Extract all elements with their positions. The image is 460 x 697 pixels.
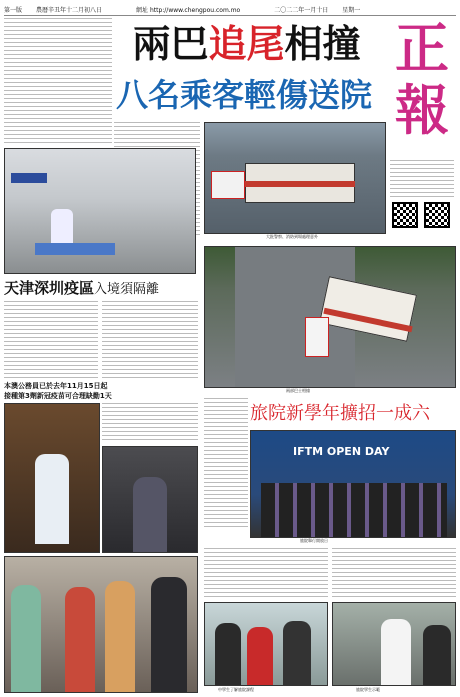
vaccination-photo	[4, 403, 100, 553]
bottom-left-caption: 中學生了解旅院課程	[218, 687, 254, 692]
student-2	[247, 627, 273, 686]
crowd-person-2	[65, 587, 95, 693]
bus-stripe	[245, 181, 355, 187]
tianjin-headline	[4, 277, 198, 299]
crowd-photo	[4, 556, 198, 693]
table	[35, 243, 115, 255]
person-shape	[133, 477, 167, 553]
student-4	[423, 625, 451, 686]
site-url[interactable]: 網址 http://www.chengpou.com.mo	[136, 6, 241, 14]
chef-1	[381, 619, 411, 686]
lead-body-text	[4, 18, 112, 146]
vaccine-photo-2	[102, 446, 198, 553]
vaccine-line-2: 接種第3劑新冠疫苗可合理缺勤1天	[4, 392, 112, 400]
road-crash-photo	[204, 246, 456, 388]
tianjin-text-1	[4, 301, 98, 379]
group-of-people	[261, 483, 447, 538]
school-photo-caption: 旅院舉行開放日	[300, 538, 328, 543]
date: 二〇二二年一月十日	[274, 6, 329, 14]
school-text-2	[204, 548, 328, 600]
lunar-date: 農曆辛丑年十二月初八日	[36, 6, 103, 14]
headline-line2: 八名乘客輕傷送院	[116, 76, 373, 114]
vaccine-text	[102, 403, 198, 443]
open-day-banner: IFTM OPEN DAY	[293, 445, 390, 458]
tent-sign	[11, 173, 47, 183]
bus-crash-photo	[204, 122, 386, 234]
bottom-right-caption: 旅院學生示範	[356, 687, 380, 692]
masthead-info	[390, 160, 454, 200]
bus-photo-caption: 大批警察、消防到場處理意外	[266, 234, 318, 239]
logo-char-2: 報	[395, 79, 449, 142]
crowd-person-3	[105, 581, 135, 693]
road-photo-caption: 兩部巴士相撞	[286, 388, 310, 393]
headline-part-a: 兩巴	[132, 22, 209, 66]
ambulance-shape	[211, 171, 245, 199]
page-header	[4, 3, 456, 16]
school-headline: 旅院新學年擴招一成六	[250, 403, 430, 424]
crowd-person-4	[151, 577, 187, 693]
crowd-person-1	[11, 585, 41, 693]
qr-code[interactable]	[392, 202, 418, 228]
qr-code-2[interactable]	[424, 202, 450, 228]
headline-line1	[114, 22, 379, 66]
open-day-photo	[250, 430, 456, 538]
ambulance-shape-2	[305, 317, 329, 357]
school-text-1	[204, 398, 248, 528]
headline-part-b: 相撞	[284, 22, 361, 66]
tianjin-headline-tail: 入境須隔離	[94, 282, 160, 297]
student-3	[283, 621, 311, 686]
students-photo-left	[204, 602, 328, 686]
ppe-worker	[35, 454, 69, 544]
headline-red: 追尾	[208, 22, 285, 66]
tianjin-headline-main: 天津深圳疫區	[4, 279, 95, 297]
testing-tent-photo	[4, 148, 196, 274]
vaccine-headline	[4, 381, 198, 401]
vaccine-line-1: 本澳公務員已於去年11月15日起	[4, 382, 108, 390]
weekday: 星期一	[342, 6, 361, 14]
logo-char-1: 正	[395, 18, 449, 80]
students-photo-right	[332, 602, 456, 686]
page-number: 第一版	[4, 6, 23, 14]
tianjin-text-2	[102, 301, 198, 379]
school-text-3	[332, 548, 456, 600]
student-1	[215, 623, 241, 686]
masthead-logo	[388, 18, 456, 160]
